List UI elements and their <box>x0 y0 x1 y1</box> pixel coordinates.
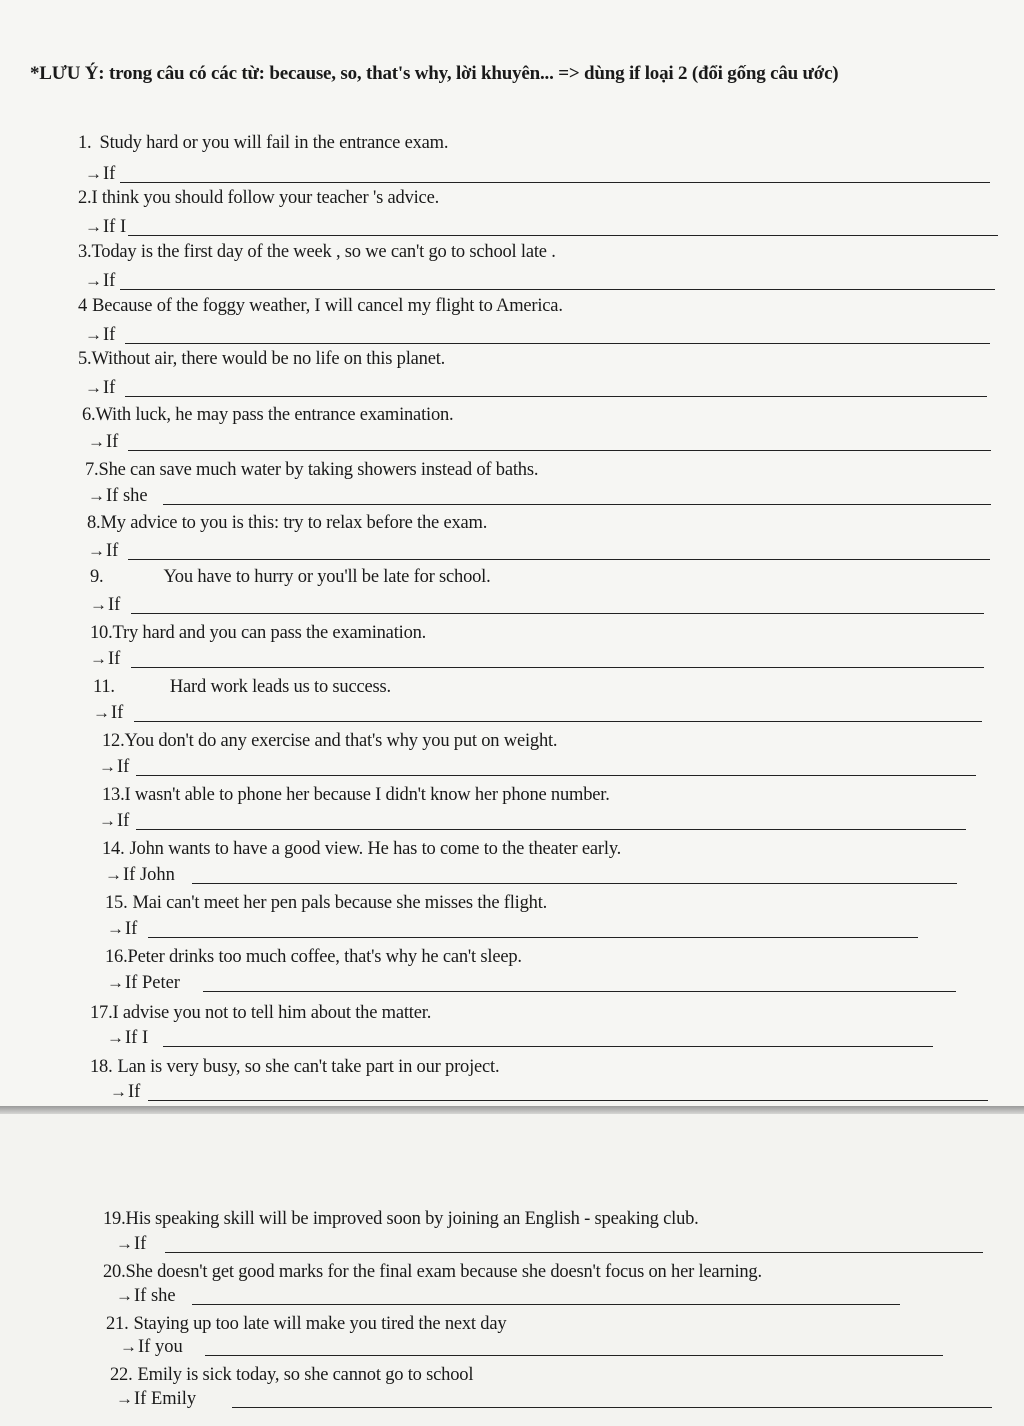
question-19 <box>103 1208 699 1230</box>
question-9 <box>90 566 491 588</box>
question-number: 12. <box>102 731 125 751</box>
answer-blank-22[interactable] <box>232 1407 992 1408</box>
answer-blank-14[interactable] <box>192 883 957 884</box>
question-text: Hard work leads us to success. <box>169 677 391 697</box>
question-number: 14. <box>102 839 125 859</box>
answer-blank-18[interactable] <box>148 1100 988 1101</box>
answer-prompt: If <box>108 595 121 615</box>
answer-line-2 <box>85 216 126 238</box>
answer-blank-7[interactable] <box>163 504 991 505</box>
question-number: 22. <box>110 1365 133 1385</box>
question-text: Emily is sick today, so she cannot go to school <box>137 1365 474 1385</box>
arrow-right-icon: → <box>120 1337 137 1356</box>
answer-prompt: If <box>128 1082 141 1102</box>
page-fold-divider <box>0 1106 1024 1114</box>
answer-prompt: If <box>111 703 124 723</box>
answer-prompt: If you <box>138 1337 183 1357</box>
arrow-right-icon: → <box>88 432 105 451</box>
answer-prompt: If <box>106 432 119 452</box>
arrow-right-icon: → <box>105 865 122 884</box>
answer-blank-13[interactable] <box>136 829 966 830</box>
question-21 <box>106 1313 506 1335</box>
question-number: 18. <box>90 1057 113 1077</box>
question-number: 7. <box>85 460 99 480</box>
question-22 <box>110 1364 473 1386</box>
answer-prompt: If John <box>123 865 175 885</box>
answer-line-17 <box>107 1027 148 1049</box>
answer-prompt: If <box>103 378 116 398</box>
answer-blank-15[interactable] <box>148 937 918 938</box>
arrow-right-icon: → <box>88 541 105 560</box>
answer-prompt: If she <box>134 1286 176 1306</box>
question-20 <box>103 1261 762 1283</box>
answer-line-3 <box>85 270 115 292</box>
arrow-right-icon: → <box>99 811 116 830</box>
question-text: Mai can't meet her pen pals because she misses the flight. <box>132 893 548 913</box>
question-5 <box>78 348 445 370</box>
question-number: 8. <box>87 513 101 533</box>
answer-blank-20[interactable] <box>192 1304 900 1305</box>
answer-line-16 <box>107 972 180 994</box>
question-text: You have to hurry or you'll be late for school. <box>163 567 491 587</box>
answer-blank-4[interactable] <box>125 343 990 344</box>
answer-blank-9[interactable] <box>131 613 984 614</box>
arrow-right-icon: → <box>90 595 107 614</box>
question-text: Today is the first day of the week , so we can't go to school late . <box>91 242 556 262</box>
question-text: Staying up too late will make you tired the next day <box>133 1314 507 1334</box>
question-7 <box>85 459 538 481</box>
question-text: Without air, there would be no life on this planet. <box>91 349 446 369</box>
answer-line-6 <box>88 431 118 453</box>
question-6 <box>82 404 453 426</box>
answer-blank-11[interactable] <box>134 721 982 722</box>
question-10 <box>90 622 426 644</box>
question-18 <box>90 1056 499 1078</box>
answer-line-14 <box>105 864 175 886</box>
arrow-right-icon: → <box>90 649 107 668</box>
answer-line-12 <box>99 756 129 778</box>
question-number: 21. <box>106 1314 129 1334</box>
arrow-right-icon: → <box>116 1234 133 1253</box>
question-text: You don't do any exercise and that's why you put on weight. <box>124 731 558 751</box>
question-number: 17. <box>90 1003 113 1023</box>
question-number: 10. <box>90 623 113 643</box>
arrow-right-icon: → <box>116 1389 133 1408</box>
answer-blank-3[interactable] <box>120 289 995 290</box>
question-text: She can save much water by taking showers instead of baths. <box>98 460 539 480</box>
answer-blank-8[interactable] <box>128 559 990 560</box>
question-2 <box>78 187 439 209</box>
arrow-right-icon: → <box>88 486 105 505</box>
answer-line-22 <box>116 1388 196 1410</box>
question-number: 3. <box>78 242 92 262</box>
question-text: Study hard or you will fail in the entrance exam. <box>99 133 449 153</box>
question-text: Peter drinks too much coffee, that's why he can't sleep. <box>127 947 522 967</box>
question-text: Because of the foggy weather, I will cancel my flight to America. <box>92 296 563 316</box>
answer-prompt: If Peter <box>125 973 180 993</box>
answer-line-11 <box>93 702 123 724</box>
question-text: I advise you not to tell him about the matter. <box>112 1003 432 1023</box>
answer-line-18 <box>110 1081 140 1103</box>
question-number: 2. <box>78 188 92 208</box>
question-number: 19. <box>103 1209 126 1229</box>
arrow-right-icon: → <box>85 164 102 183</box>
question-3 <box>78 241 556 263</box>
answer-line-15 <box>107 918 137 940</box>
arrow-right-icon: → <box>110 1082 127 1101</box>
answer-line-7 <box>88 485 148 507</box>
question-text: My advice to you is this: try to relax before the exam. <box>100 513 488 533</box>
question-8 <box>87 512 487 534</box>
question-text: With luck, he may pass the entrance examination. <box>95 405 454 425</box>
question-number: 20. <box>103 1262 126 1282</box>
answer-line-5 <box>85 377 115 399</box>
answer-line-10 <box>90 648 120 670</box>
answer-blank-10[interactable] <box>131 667 984 668</box>
answer-prompt: If <box>103 271 116 291</box>
answer-blank-16[interactable] <box>203 991 956 992</box>
question-text: John wants to have a good view. He has to come to the theater early. <box>129 839 622 859</box>
question-13 <box>102 784 610 806</box>
answer-blank-19[interactable] <box>165 1252 983 1253</box>
question-text: Try hard and you can pass the examination. <box>112 623 427 643</box>
answer-line-19 <box>116 1233 146 1255</box>
arrow-right-icon: → <box>99 757 116 776</box>
answer-prompt: If <box>134 1234 147 1254</box>
question-text: I think you should follow your teacher 's advice. <box>91 188 440 208</box>
answer-prompt: If <box>103 325 116 345</box>
arrow-right-icon: → <box>116 1286 133 1305</box>
question-number: 6. <box>82 405 96 425</box>
question-number: 15. <box>105 893 128 913</box>
arrow-right-icon: → <box>85 325 102 344</box>
question-4 <box>78 295 563 317</box>
answer-line-21 <box>120 1336 183 1358</box>
answer-blank-21[interactable] <box>205 1355 943 1356</box>
answer-prompt: If I <box>103 217 127 237</box>
answer-blank-17[interactable] <box>163 1046 933 1047</box>
instruction-note: *LƯU Ý: trong câu có các từ: because, so, that's why, lời khuyên... => dùng if loại 2 (đổi gống câu ước) <box>30 63 839 84</box>
question-text: I wasn't able to phone her because I didn't know her phone number. <box>124 785 610 805</box>
question-15 <box>105 892 547 914</box>
question-16 <box>105 946 522 968</box>
answer-line-20 <box>116 1285 176 1307</box>
question-11 <box>93 676 391 698</box>
arrow-right-icon: → <box>93 703 110 722</box>
question-text: His speaking skill will be improved soon by joining an English - speaking club. <box>125 1209 699 1229</box>
arrow-right-icon: → <box>107 919 124 938</box>
question-text: Lan is very busy, so she can't take part in our project. <box>117 1057 500 1077</box>
answer-prompt: If she <box>106 486 148 506</box>
answer-prompt: If <box>108 649 121 669</box>
question-12 <box>102 730 557 752</box>
question-number: 13. <box>102 785 125 805</box>
arrow-right-icon: → <box>85 271 102 290</box>
answer-line-9 <box>90 594 120 616</box>
answer-blank-2[interactable] <box>128 235 998 236</box>
answer-prompt: If <box>117 757 130 777</box>
answer-line-1 <box>85 163 115 185</box>
question-number: 1. <box>78 133 92 153</box>
answer-prompt: If <box>106 541 119 561</box>
question-17 <box>90 1002 431 1024</box>
answer-prompt: If <box>103 164 116 184</box>
question-number: 9. <box>90 567 104 587</box>
answer-prompt: If Emily <box>134 1389 197 1409</box>
question-number: 11. <box>93 677 115 697</box>
question-number: 5. <box>78 349 92 369</box>
answer-blank-6[interactable] <box>128 450 991 451</box>
arrow-right-icon: → <box>85 217 102 236</box>
question-text: She doesn't get good marks for the final exam because she doesn't focus on her learning. <box>125 1262 762 1282</box>
arrow-right-icon: → <box>107 1028 124 1047</box>
question-1 <box>78 132 448 154</box>
answer-prompt: If I <box>125 1028 149 1048</box>
answer-prompt: If <box>117 811 130 831</box>
answer-prompt: If <box>125 919 138 939</box>
question-14 <box>102 838 621 860</box>
answer-line-8 <box>88 540 118 562</box>
answer-blank-5[interactable] <box>125 396 987 397</box>
question-number: 4 <box>78 296 88 316</box>
answer-line-4 <box>85 324 115 346</box>
arrow-right-icon: → <box>107 973 124 992</box>
question-number: 16. <box>105 947 128 967</box>
arrow-right-icon: → <box>85 378 102 397</box>
answer-line-13 <box>99 810 129 832</box>
answer-blank-1[interactable] <box>120 182 990 183</box>
answer-blank-12[interactable] <box>136 775 976 776</box>
